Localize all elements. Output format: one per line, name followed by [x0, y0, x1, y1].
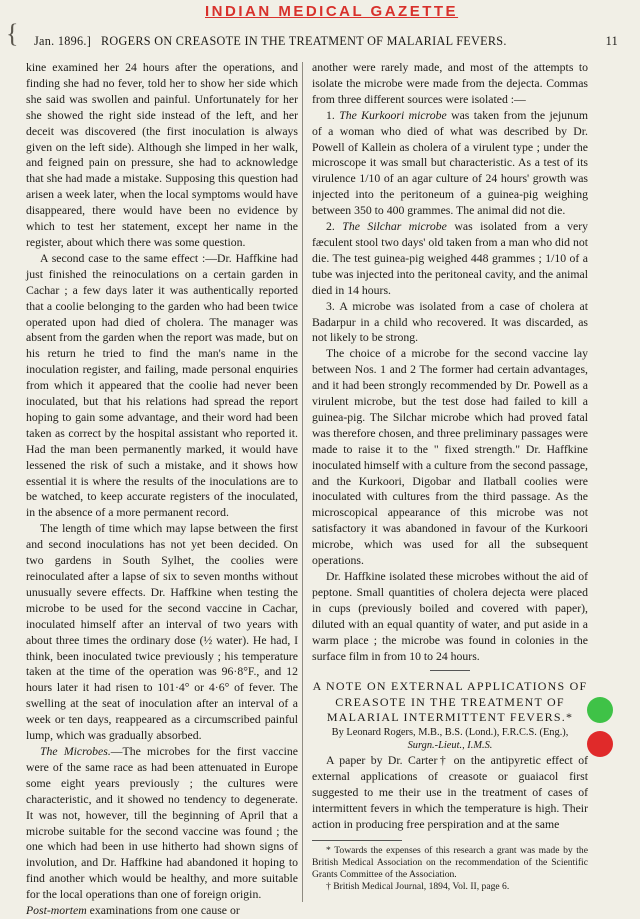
red-marker[interactable]: [587, 731, 613, 757]
issue-date: Jan. 1896.]: [34, 34, 92, 48]
paragraph: Post-mortem examinations from one cause or: [26, 904, 240, 918]
journal-stamp: INDIAN MEDICAL GAZETTE: [205, 3, 459, 20]
column-rule: [302, 62, 303, 902]
paragraph: The choice of a microbe for the second vaccine lay between Nos. 1 and 2 The former had certain advantages, and it had been strongly recommended by Dr. Powell as a virulent microbe, but the test dose had failed to kill a guinea-pig. The Silchar microbe which had proved fatal was therefore chosen, and three preliminary passages were made to raise it to the " fixed strength." Dr. Haffkine inoculated himself with a culture from the second passage, and the Kurkoori, Digobar and Ilatball coolies were inoculated with cultures from the third passage. As the microscopical appearance of this microbe was not satisfactory it was abandoned in favour of the Kurkoori microbe, which was used for all the subsequent operations.: [312, 347, 589, 568]
list-item: 3. A microbe was isolated from a case of cholera at Badarpur in a child who recovered. It was discarded, as not likely to be strong.: [312, 299, 588, 345]
section-lead: Post-mortem: [26, 904, 87, 918]
paragraph: The length of time which may lapse between the first and second inoculations has not yet been decided. On two gardens in South Sylhet, the coolies were reinoculated after a lapse of six to seven months without unusually severe effects. Dr. Haffkine when testing the microbe to be used for the second vaccine in Cachar, inoculated himself after an interval of two years with about three times the ordinary dose (½ water). He had, I think, been inoculated twice previously ; his temperature taken at the time of the operation was 96·8°F., and 12 hours later it had risen to 101·4° or 4·6° of fever. The swelling at the seat of inoculation after an interval of a week or ten days, reappeared as a circumscribed painful lump, which was gradually absorbed.: [26, 522, 298, 743]
paragraph: A second case to the same effect :—Dr. Haffkine had just finished the reinoculations on a certain garden in Cachar ; a few days later it was authentically reported that a coolie belonging to the garden who had been twice operated upon had died of cholera. The manager was absent from the garden when the report was made, but on his return he tried to find the man's name in the inoculation register, and failing, made personal enquiries from which it appeared that the coolie had never been inoculated, but that his relations had spread the report hoping to gain some advantage, and their word had been taken as correct by the hospital assistant who reported it. Had the man been permanently marked, it would have lessened the risk of such a mistake, and it shows how essential it is where the results of the inoculations are to be watched, to keep accurate registers of the inoculated, in the absence of a more permanent record.: [26, 251, 298, 520]
paragraph: another were rarely made, and most of the attempts to isolate the microbe were made from the dejecta. Commas from three different sources were isolated :—: [312, 61, 588, 106]
list-item: 1. The Kurkoori microbe was taken from the jejunum of a woman who died of what was described by Dr. Powell of Kallein as cholera of a virulent type ; under the microscope it was small but characteristic. As a test of its virulence 1/10 of an agar culture of 24 hours' growth was injected into the peritoneum of a guinea-pig weighing between 350 to 400 grammes. The animal did not die.: [312, 108, 588, 218]
paragraph: The Microbes.—The microbes for the first vaccine were of the same race as had been attenuated in Europe some eight years previously ; the cultures were characteristic, and it showed no tendency to degenerate. It was not, however, till the beginning of April that a microbe suitable for the second vaccine was found ; the one which had been in use hitherto had shown signs of involution, and Dr. Haffkine had abandoned it hoping to find another which would be healthy, and more suitable for the local operations than one of foreign origin.: [26, 744, 298, 902]
paragraph: Dr. Haffkine isolated these microbes without the aid of peptone. Small quantities of cholera dejecta were placed in cups (previously boiled and covered with paper), diluted with an equal quantity of water, and put aside in a warm place ; the microbe was found in colonies in the surface film in from 10 to 24 hours.: [312, 570, 588, 663]
left-column: [26, 60, 298, 919]
article-title: A NOTE ON EXTERNAL APPLICATIONS OF CREASOTE IN THE TREATMENT OF MALARIAL INTERMITTENT FEVERS.*: [312, 679, 588, 725]
footnote: * Towards the expenses of this research a grant was made by the British Medical Association on the recommendation of the Scientific Grants Committee of the Association.: [312, 845, 588, 881]
green-marker[interactable]: [587, 697, 613, 723]
article-byline: By Leonard Rogers, M.B., B.S. (Lond.), F.R.C.S. (Eng.), Surgn.-Lieut., I.M.S.: [331, 726, 569, 752]
page-bracket-mark: {: [6, 19, 19, 48]
paragraph: kine examined her 24 hours after the operations, and finding she had no fever, told her to show her side which she said was swollen and painful. Unfortunately for her she showed the right side instead of the left, and her deceit was discovered (the first inoculation is always given on the left side). Although she limped in her walk, and feigned pain on pressure, she had to acknowledge that she had made a mistake. Supposing this question had arisen a week later, when the local symptoms would have disappeared, there would have been no evidence by which to test her statement, except her name in the register, about which there was some question.: [26, 61, 298, 249]
footnote: † British Medical Journal, 1894, Vol. II, page 6.: [326, 881, 510, 893]
running-title: ROGERS ON CREASOTE IN THE TREATMENT OF MALARIAL FEVERS.: [101, 34, 507, 48]
section-divider: [430, 670, 470, 671]
list-item: 2. The Silchar microbe was isolated from a very fæculent stool two days' old taken from a man who did not die. The test guinea-pig weighed 448 grammes ; 1/10 of a tube was injected into the peritoneal cavity, and the animal died in 14 hours.: [312, 220, 589, 297]
paragraph: A paper by Dr. Carter† on the antipyretic effect of external applications of creasote or guaiacol first suggested to me their use in the treatment of cases of intermittent fevers in which the temperature is high. Their action in producing free perspiration and at the same: [312, 753, 588, 831]
right-column: [312, 60, 588, 893]
footnote-rule: [312, 840, 402, 841]
page-number: 11: [605, 34, 618, 48]
section-lead: The Microbes.: [40, 744, 111, 758]
